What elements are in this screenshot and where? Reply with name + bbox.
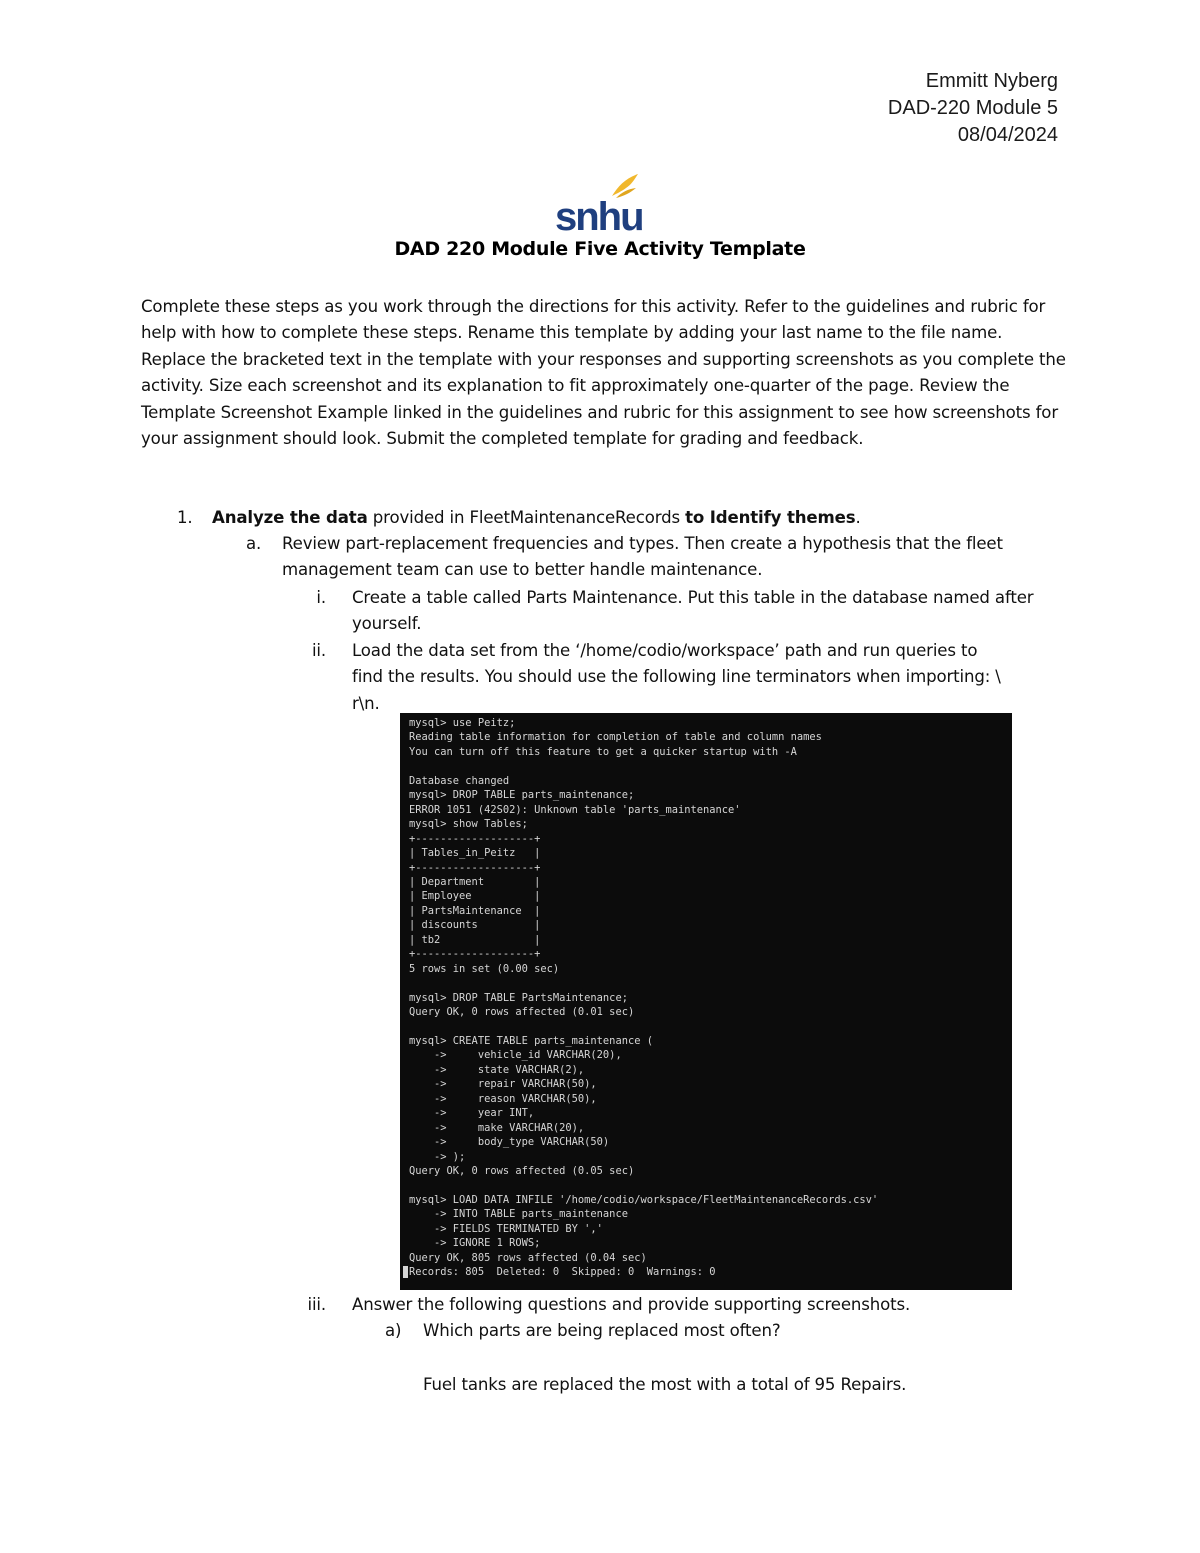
step-i-text: Create a table called Parts Maintenance. Put this table in the database named after yourself. xyxy=(352,588,1034,634)
step-ii-line-2: find the results. You should use the following line terminators when importing: \ xyxy=(352,667,1001,687)
question-1-bold-tail: to Identify themes xyxy=(685,508,856,527)
author-header xyxy=(888,68,1058,149)
page-title: DAD 220 Module Five Activity Template xyxy=(394,238,806,260)
step-ii-line-1: Load the data set from the ‘/home/codio/workspace’ path and run queries to xyxy=(352,641,978,660)
question-1-text xyxy=(212,505,861,531)
step-ii-line-3: r\n. xyxy=(352,693,380,713)
terminal-output: mysql> use Peitz; Reading table information for completion of table and column names You can turn off this feature to get a quicker startup with -A Database changed mysql> DROP TABLE parts_maintenance; ERROR 1051 (42S02): Unknown table 'parts_maintenance' mysql> show Tables; +-------------------+ | Tables_in_Peitz | +-------------------+ | Department | | Employee | | PartsMaintenance | | discounts | | tb2 | +-------------------+ 5 rows in set (0.00 sec) mysql> DROP TABLE PartsMaintenance; Query OK, 0 rows affected (0.01 sec) mysql> CREATE TABLE parts_maintenance ( -> vehicle_id VARCHAR(20), -> state VARCHAR(2), -> repair VARCHAR(50), -> reason VARCHAR(50), -> year INT, -> make VARCHAR(20), -> body_type VARCHAR(50) -> ); Query OK, 0 rows affected (0.05 sec) mysql> LOAD DATA INFILE '/home/codio/workspace/FleetMaintenanceRecords.csv' -> INTO TABLE parts_maintenance -> FIELDS TERMINATED BY ',' -> IGNORE 1 ROWS; Query OK, 805 rows affected (0.04 sec) Records: 805 Deleted: 0 Skipped: 0 Warnings: 0 xyxy=(409,717,879,1279)
intro-paragraph: Complete these steps as you work through the directions for this activity. Refer to the guidelines and rubric for help with how to complete these steps. Rename this template by adding your last name to the file name. Replace the bracketed text in the template with your responses and supporting screenshots as you complete the activity. Size each screenshot and its explanation to fit approximately one-quarter of the page. Review the Template Screenshot Example linked in the guidelines and rubric for this assignment to see how screenshots for your assignment should look. Submit the completed template for grading and feedback. xyxy=(141,297,1066,449)
course-name: DAD-220 Module 5 xyxy=(887,97,1058,119)
step-ii-text xyxy=(352,638,1062,717)
terminal-cursor xyxy=(403,1266,408,1278)
step-ii-number: ii. xyxy=(311,641,326,660)
snhu-logo-text: snhu xyxy=(555,195,643,234)
sub-question-a-text: Which parts are being replaced most often? xyxy=(423,1321,781,1340)
question-1-middle: provided in FleetMaintenanceRecords xyxy=(367,508,686,527)
snhu-logo xyxy=(552,172,648,234)
step-i-number: i. xyxy=(316,588,326,607)
submission-date: 08/04/2024 xyxy=(957,124,1058,146)
step-iii-number: iii. xyxy=(307,1295,326,1314)
question-1-bold-lead: Analyze the data xyxy=(212,508,368,527)
answer-a: Fuel tanks are replaced the most with a total of 95 Repairs. xyxy=(423,1375,907,1394)
author-name: Emmitt Nyberg xyxy=(925,70,1058,92)
step-iii-text: Answer the following questions and provide supporting screenshots. xyxy=(352,1295,911,1314)
question-1-number: 1. xyxy=(177,508,193,527)
sub-question-a-number: a) xyxy=(385,1321,402,1340)
mysql-terminal-screenshot xyxy=(400,713,1012,1290)
question-1a-text: Review part-replacement frequencies and types. Then create a hypothesis that the fleet management team can use to better handle maintenance. xyxy=(282,534,1003,580)
question-1a-number: a. xyxy=(246,534,262,553)
question-1-end: . xyxy=(855,508,861,527)
